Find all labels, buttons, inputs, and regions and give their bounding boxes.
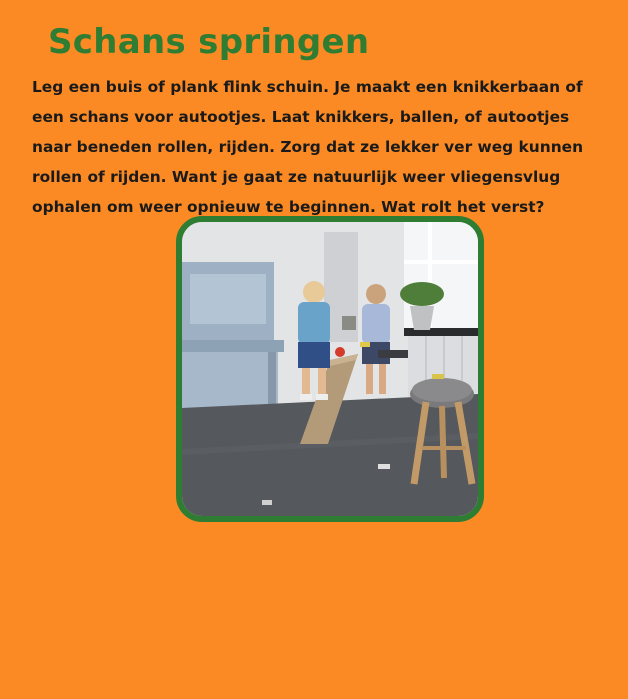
photo-kids-ramp-icon	[182, 222, 478, 516]
instructions-text: Leg een buis of plank flink schuin. Je maakt een knikkerbaan of een schans voor autootjes. Laat knikkers, ballen, of autootjes naar beneden rollen, rijden. Zorg dat ze lekker ver weg kunnen rollen of rijden. Want je gaat ze natuurlijk weer vliegensvlug ophalen om weer opnieuw te beginnen. Wat rolt het verst?	[32, 78, 584, 216]
activity-photo	[176, 216, 484, 522]
page-title: Schans springen	[48, 22, 370, 62]
